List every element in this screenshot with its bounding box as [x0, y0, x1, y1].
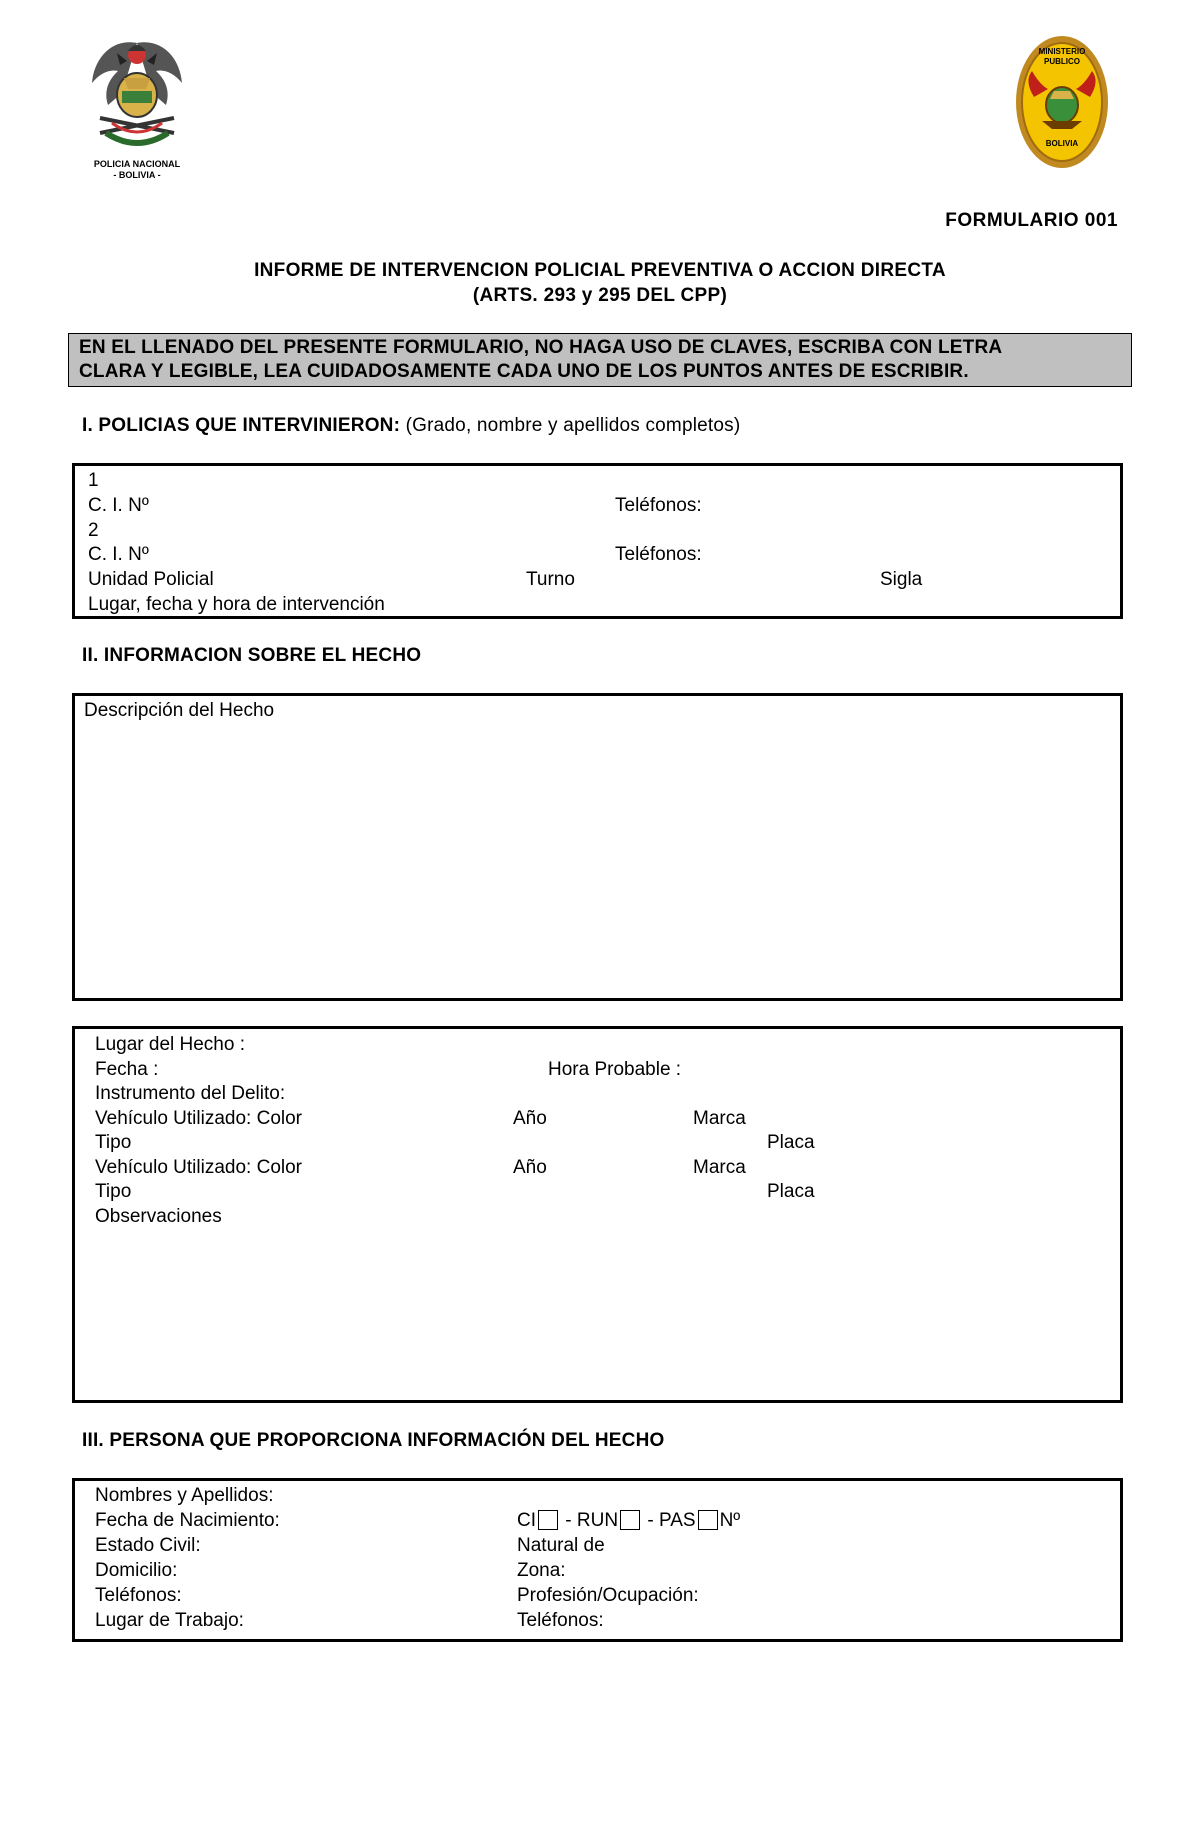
vehicle-1-plate-label: Placa [767, 1132, 815, 1153]
acronym-label: Sigla [880, 569, 923, 590]
officer-1-phone-label: Teléfonos: [615, 495, 702, 516]
vehicle-1-year-label: Año [513, 1108, 547, 1129]
pas-checkbox[interactable] [698, 1510, 718, 1530]
section-3-heading: III. PERSONA QUE PROPORCIONA INFORMACIÓN DEL HECHO [82, 1430, 665, 1451]
observations-label: Observaciones [95, 1206, 222, 1227]
informant-name-label: Nombres y Apellidos: [95, 1485, 274, 1506]
ministry-seal-text-bottom: BOLIVIA [1045, 139, 1079, 148]
vehicle-2-brand-label: Marca [693, 1157, 746, 1178]
birthplace-label: Natural de [517, 1535, 605, 1556]
police-officers-box[interactable] [72, 463, 1123, 619]
section-1-title: I. POLICIAS QUE INTERVINIERON: [82, 415, 401, 436]
section-2-heading: II. INFORMACION SOBRE EL HECHO [82, 645, 422, 666]
probable-time-label: Hora Probable : [548, 1059, 682, 1080]
work-phone-label: Teléfonos: [517, 1610, 604, 1631]
vehicle-2-year-label: Año [513, 1157, 547, 1178]
police-logo [82, 33, 192, 183]
notice-line1: EN EL LLENADO DEL PRESENTE FORMULARIO, NO HAGA USO DE CLAVES, ESCRIBA CON LETRA [79, 337, 1003, 358]
vehicle-1-brand-label: Marca [693, 1108, 746, 1129]
run-option-label: - RUN [560, 1510, 619, 1531]
event-description-label: Descripción del Hecho [84, 700, 275, 721]
pas-option-label: - PAS [642, 1510, 696, 1531]
section-1-heading [82, 415, 740, 437]
vehicle-2-color-label: Vehículo Utilizado: Color [95, 1157, 302, 1178]
zone-label: Zona: [517, 1560, 566, 1581]
ci-checkbox[interactable] [538, 1510, 558, 1530]
ci-option-label: CI [517, 1510, 536, 1531]
id-type-selector [517, 1509, 740, 1533]
ministry-logo [1012, 33, 1112, 171]
vehicle-1-type-label: Tipo [95, 1132, 132, 1153]
workplace-label: Lugar de Trabajo: [95, 1610, 244, 1631]
informant-birthdate-label: Fecha de Nacimiento: [95, 1510, 280, 1531]
section-1-subtitle: (Grado, nombre y apellidos completos) [400, 415, 741, 436]
police-unit-label: Unidad Policial [88, 569, 214, 590]
police-caption-line2: - BOLIVIA - [113, 170, 161, 180]
crime-instrument-label: Instrumento del Delito: [95, 1083, 286, 1104]
police-caption-line1: POLICIA NACIONAL [93, 159, 181, 169]
notice-line2: CLARA Y LEGIBLE, LEA CUIDADOSAMENTE CADA UNO DE LOS PUNTOS ANTES DE ESCRIBIR. [79, 361, 969, 382]
event-details-box[interactable] [72, 1026, 1123, 1403]
informant-box[interactable] [72, 1478, 1123, 1642]
intervention-place-date-label: Lugar, fecha y hora de intervención [88, 594, 385, 615]
ministry-seal-text-top: MINISTERIO PUBLICO [1038, 47, 1086, 66]
event-place-label: Lugar del Hecho : [95, 1034, 245, 1055]
occupation-label: Profesión/Ocupación: [517, 1585, 699, 1606]
informant-phone-label: Teléfonos: [95, 1585, 182, 1606]
vehicle-2-type-label: Tipo [95, 1181, 132, 1202]
vehicle-2-plate-label: Placa [767, 1181, 815, 1202]
vehicle-1-color-label: Vehículo Utilizado: Color [95, 1108, 302, 1129]
event-date-label: Fecha : [95, 1059, 159, 1080]
shift-label: Turno [526, 569, 575, 590]
run-checkbox[interactable] [620, 1510, 640, 1530]
id-number-label: Nº [719, 1510, 741, 1531]
instructions-notice [68, 333, 1132, 387]
event-description-box[interactable] [72, 693, 1123, 1001]
officer-2-label: 2 [88, 520, 99, 541]
marital-status-label: Estado Civil: [95, 1535, 201, 1556]
officer-2-ci-label: C. I. Nº [88, 544, 149, 565]
form-title-line1: INFORME DE INTERVENCION POLICIAL PREVENTIVA O ACCION DIRECTA [254, 260, 946, 281]
officer-1-label: 1 [88, 470, 99, 491]
form-number: FORMULARIO 001 [945, 210, 1118, 231]
form-title-line2: (ARTS. 293 y 295 DEL CPP) [472, 285, 728, 306]
officer-1-ci-label: C. I. Nº [88, 495, 149, 516]
officer-2-phone-label: Teléfonos: [615, 544, 702, 565]
address-label: Domicilio: [95, 1560, 178, 1581]
